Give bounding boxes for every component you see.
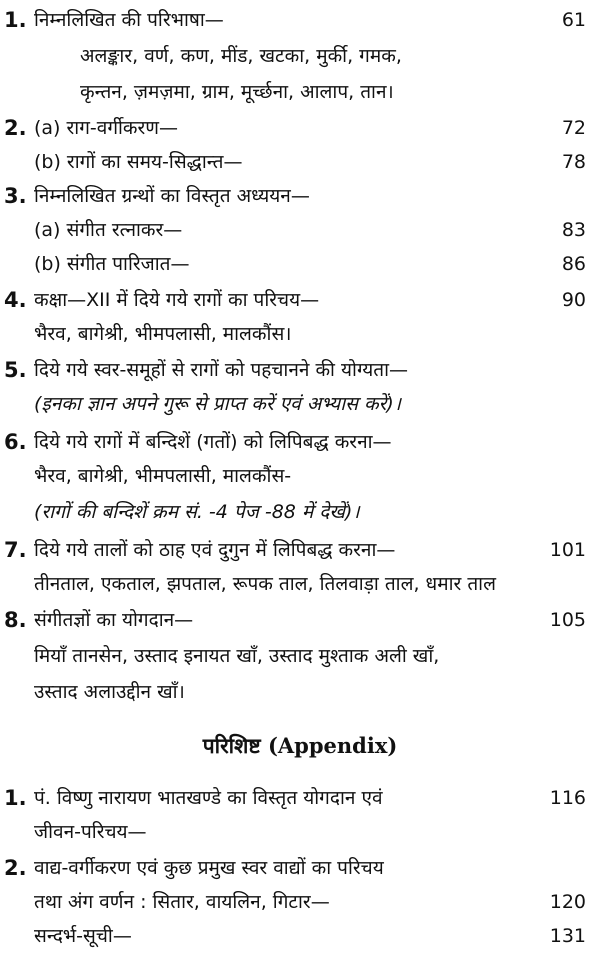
- item-number: 5.: [4, 358, 27, 382]
- toc-line-18: [0, 602, 600, 638]
- item-number: 7.: [4, 538, 27, 562]
- item-text: भैरव, बागेश्री, भीमपलासी, मालकौंस।: [34, 323, 292, 345]
- toc-line-8: [0, 246, 600, 282]
- appendix-line-2: [0, 814, 600, 850]
- item-number: 2.: [4, 116, 27, 140]
- page-number: 90: [561, 289, 586, 311]
- item-text: वाद्य-वर्गीकरण एवं कुछ प्रमुख स्वर वाद्यों का परिचय: [34, 857, 384, 879]
- item-text: (a) राग-वर्गीकरण—: [34, 117, 179, 139]
- page-number: 120: [549, 891, 586, 913]
- item-text: जीवन-परिचय—: [34, 821, 147, 843]
- toc-line-5: [0, 144, 600, 180]
- item-text: संगीतज्ञों का योगदान—: [34, 609, 194, 631]
- item-text: (a) संगीत रत्नाकर—: [34, 219, 183, 241]
- item-number: 4.: [4, 288, 27, 312]
- page-number: 72: [561, 117, 586, 139]
- item-number: 1.: [4, 8, 27, 32]
- appendix-line-3: [0, 850, 600, 886]
- item-text: मियाँ तानसेन, उस्ताद इनायत खाँ, उस्ताद मुश्ताक अली खाँ,: [34, 645, 440, 667]
- toc-line-15: [0, 494, 600, 530]
- item-number: 1.: [4, 786, 27, 810]
- item-number: 8.: [4, 608, 27, 632]
- page-number: 131: [549, 925, 586, 947]
- item-text: भैरव, बागेश्री, भीमपलासी, मालकौंस-: [34, 465, 292, 487]
- toc-line-6: [0, 178, 600, 214]
- toc-line-17: [0, 566, 600, 602]
- page-number: 101: [549, 539, 586, 561]
- toc-line-2: [0, 38, 600, 74]
- item-text: (रागों की बन्दिशें क्रम सं. -4 पेज -88 में देखें)।: [34, 501, 360, 523]
- page-number: 61: [561, 9, 586, 31]
- item-text: (b) रागों का समय-सिद्धान्त—: [34, 151, 243, 173]
- item-text: (b) संगीत पारिजात—: [34, 253, 190, 275]
- item-text: निम्नलिखित ग्रन्थों का विस्तृत अध्ययन—: [34, 185, 310, 207]
- item-text: कक्षा—XII में दिये गये रागों का परिचय—: [34, 289, 320, 311]
- item-text: दिये गये तालों को ठाह एवं दुगुन में लिपिबद्ध करना—: [34, 539, 396, 561]
- toc-line-1: [0, 2, 600, 38]
- item-number: 6.: [4, 430, 27, 454]
- item-text: तीनताल, एकताल, झपताल, रूपक ताल, तिलवाड़ा ताल, धमार ताल: [34, 573, 496, 595]
- page-number: 78: [561, 151, 586, 173]
- toc-line-14: [0, 458, 600, 494]
- page-number: 86: [561, 253, 586, 275]
- appendix-line-4: [0, 884, 600, 920]
- item-number: 3.: [4, 184, 27, 208]
- toc-line-10: [0, 316, 600, 352]
- item-text: (इनका ज्ञान अपने गुरू से प्राप्त करें एवं अभ्यास करें)।: [34, 393, 401, 415]
- toc-line-7: [0, 212, 600, 248]
- toc-line-4: [0, 110, 600, 146]
- appendix-heading: परिशिष्ट (Appendix): [202, 733, 398, 758]
- item-text: पं. विष्णु नारायण भातखण्डे का विस्तृत योगदान एवं: [34, 787, 383, 809]
- item-text: दिये गये स्वर-समूहों से रागों को पहचानने की योग्यता—: [34, 359, 409, 381]
- toc-line-11: [0, 352, 600, 388]
- item-text: सन्दर्भ-सूची—: [34, 925, 132, 947]
- page-number: 116: [549, 787, 586, 809]
- item-text: निम्नलिखित की परिभाषा—: [34, 9, 224, 31]
- item-number: 2.: [4, 856, 27, 880]
- page-number: 105: [549, 609, 586, 631]
- toc-line-3: [0, 74, 600, 110]
- toc-line-19: [0, 638, 600, 674]
- item-text: कृन्तन, ज़मज़मा, ग्राम, मूर्च्छना, आलाप, तान।: [80, 81, 394, 103]
- item-text: तथा अंग वर्णन : सितार, वायलिन, गिटार—: [34, 891, 330, 913]
- toc-line-12: [0, 386, 600, 422]
- appendix-line-5: [0, 918, 600, 954]
- appendix-line-1: [0, 780, 600, 816]
- toc-line-9: [0, 282, 600, 318]
- toc-line-20: [0, 674, 600, 710]
- toc-line-13: [0, 424, 600, 460]
- item-text: अलङ्कार, वर्ण, कण, मींड, खटका, मुर्की, गमक,: [80, 45, 402, 67]
- page-number: 83: [561, 219, 586, 241]
- item-text: उस्ताद अलाउद्दीन खाँ।: [34, 681, 185, 703]
- item-text: दिये गये रागों में बन्दिशें (गतों) को लिपिबद्ध करना—: [34, 431, 392, 453]
- toc-line-16: [0, 532, 600, 568]
